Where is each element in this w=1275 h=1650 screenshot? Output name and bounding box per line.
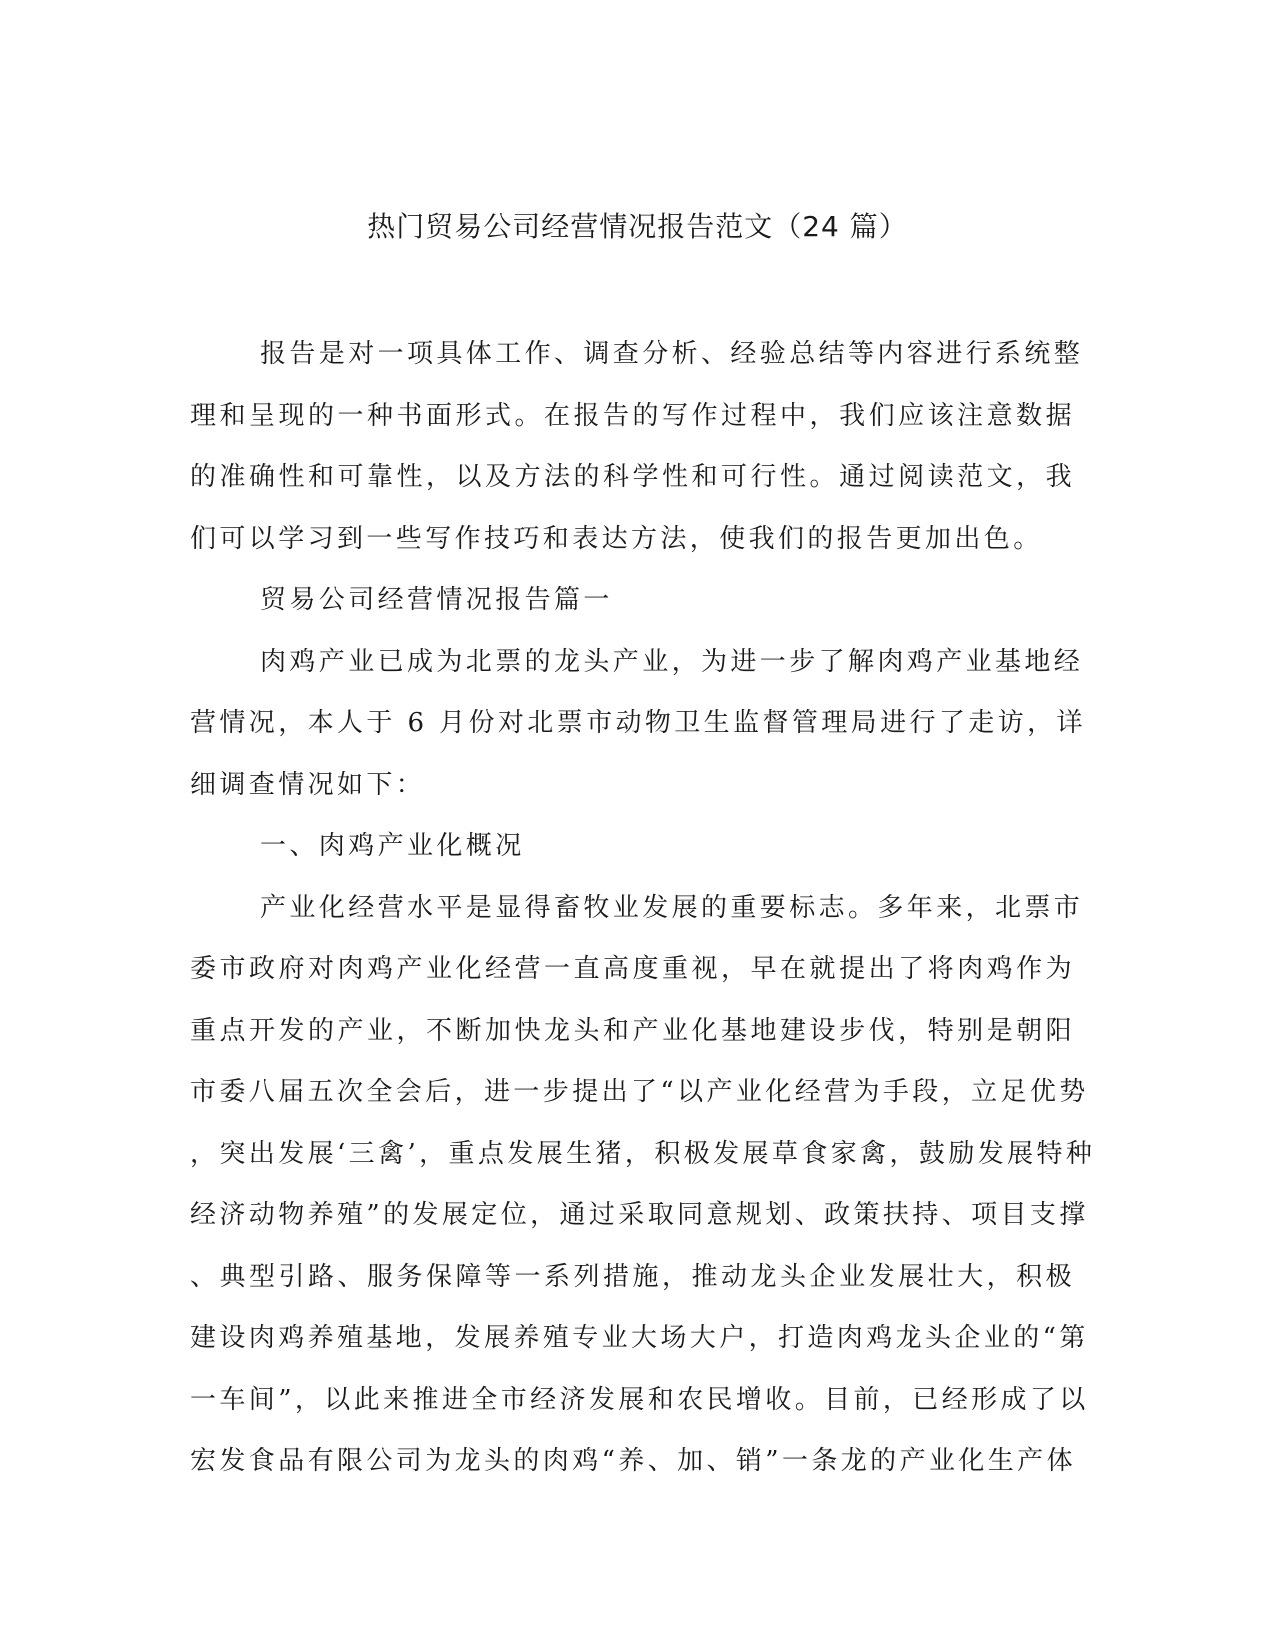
text-line: 细调查情况如下： xyxy=(190,769,426,800)
document-title: 热门贸易公司经营情况报告范文（24 篇） xyxy=(367,210,908,243)
section-heading: 贸易公司经营情况报告篇一 xyxy=(260,585,613,615)
text-line: ，突出发展‘三禽’，重点发展生猪，积极发展草食家禽，鼓励发展特种 xyxy=(190,1138,1096,1169)
text-line: 宏发食品有限公司为龙头的肉鸡“养、加、销”一条龙的产业化生产体 xyxy=(190,1446,1076,1476)
text-line: 重点开发的产业，不断加快龙头和产业化基地建设步伐，特别是朝阳 xyxy=(190,1015,1075,1046)
text-line: 产业化经营水平是显得畜牧业发展的重要标志。多年来，北票市 xyxy=(260,892,1084,923)
text-line: 营情况，本人于 6 月份对北票市动物卫生监督管理局进行了走访，详 xyxy=(190,708,1086,738)
text-line: 一车间”，以此来推进全市经济发展和农民增收。目前，已经形成了以 xyxy=(190,1384,1089,1415)
text-line: 报告是对一项具体工作、调查分析、经验总结等内容进行系统整 xyxy=(260,339,1084,369)
document-body xyxy=(190,324,1096,1493)
text-line: 肉鸡产业已成为北票的龙头产业，为进一步了解肉鸡产业基地经 xyxy=(260,646,1084,677)
text-line: 、典型引路、服务保障等一系列措施，推动龙头企业发展壮大，积极 xyxy=(190,1261,1075,1292)
text-line: 建设肉鸡养殖基地，发展养殖专业大场大户，打造肉鸡龙头企业的“第 xyxy=(190,1323,1089,1353)
paragraph-1 xyxy=(190,632,1086,817)
text-line: 的准确性和可靠性，以及方法的科学性和可行性。通过阅读范文，我 xyxy=(190,462,1075,492)
paragraph-2 xyxy=(190,878,1096,1493)
text-line: 委市政府对肉鸡产业化经营一直高度重视，早在就提出了将肉鸡作为 xyxy=(190,954,1075,984)
intro-paragraph xyxy=(190,324,1084,570)
text-line: 市委八届五次全会后，进一步提出了“以产业化经营为手段，立足优势 xyxy=(190,1077,1089,1107)
text-line: 们可以学习到一些写作技巧和表达方法，使我们的报告更加出色。 xyxy=(190,523,1043,554)
subheading: 一、肉鸡产业化概况 xyxy=(260,831,525,861)
text-line: 经济动物养殖”的发展定位，通过采取同意规划、政策扶持、项目支撑 xyxy=(190,1200,1089,1230)
text-line: 理和呈现的一种书面形式。在报告的写作过程中，我们应该注意数据 xyxy=(190,400,1075,431)
